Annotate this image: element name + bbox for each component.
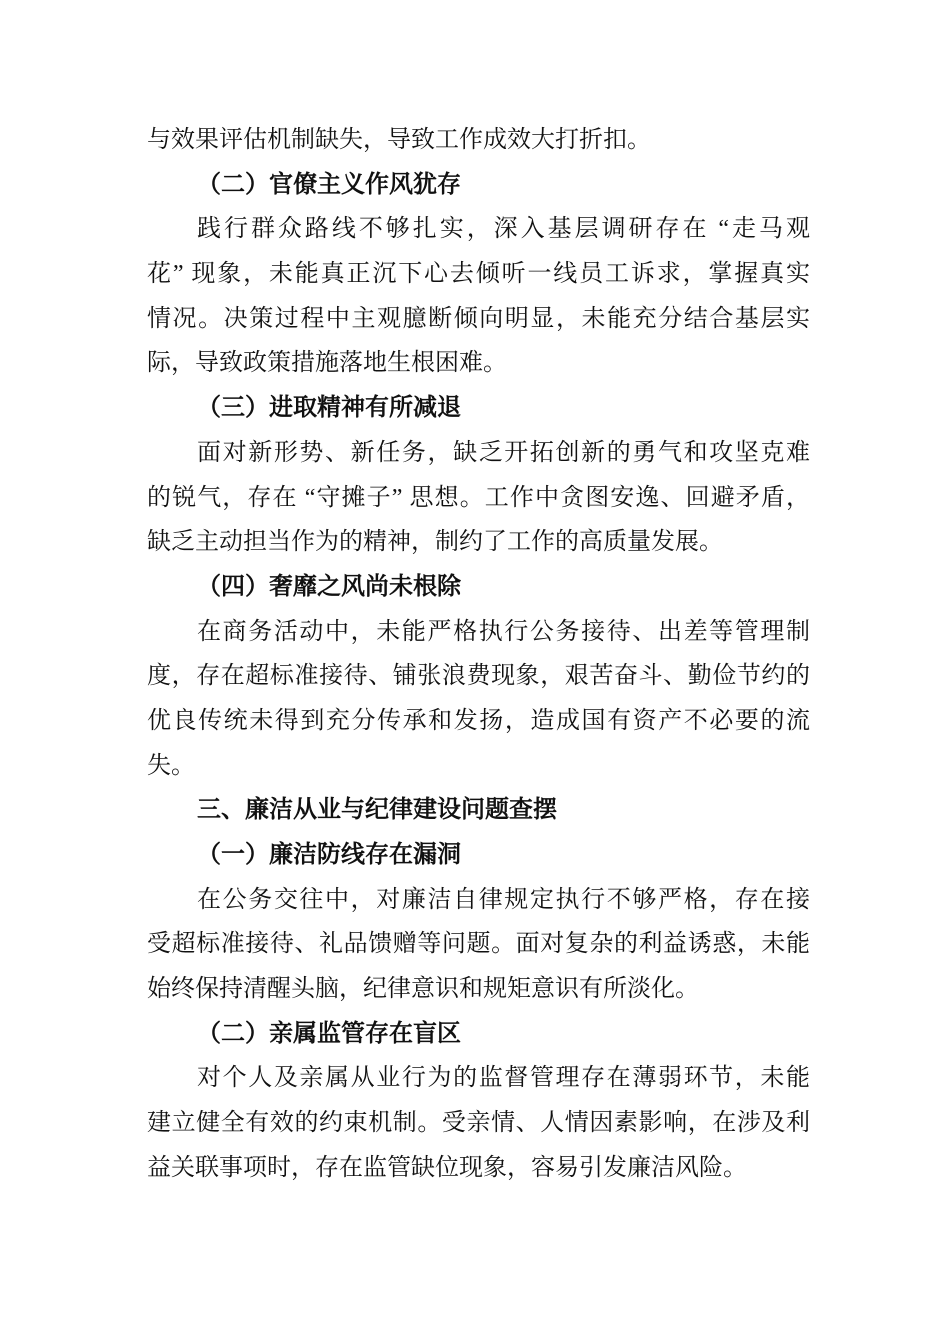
text-line: 情况。决策过程中主观臆断倾向明显，未能充分结合基层实: [147, 305, 810, 332]
document-body: [147, 118, 810, 1191]
text-line: 的锐气，存在 “守摊子” 思想。工作中贪图安逸、回避矛盾，: [147, 484, 810, 511]
section-heading: （三）进取精神有所减退: [197, 395, 461, 422]
text-line: 建立健全有效的约束机制。受亲情、人情因素影响，在涉及利: [147, 1110, 810, 1137]
text-line: 花” 现象，未能真正沉下心去倾听一线员工诉求，掌握真实: [147, 261, 810, 288]
text-line: 优良传统未得到充分传承和发扬，造成国有资产不必要的流: [147, 707, 810, 734]
text-line: 与效果评估机制缺失，导致工作成效大打折扣。: [147, 127, 651, 153]
section-heading: （一）廉洁防线存在漏洞: [197, 842, 461, 868]
section-heading: （四）奢靡之风尚未根除: [197, 573, 461, 600]
text-line: 受超标准接待、礼品馈赠等问题。面对复杂的利益诱惑，未能: [147, 931, 810, 958]
section-heading: （二）亲属监管存在盲区: [197, 1020, 461, 1047]
section-heading: 三、廉洁从业与纪律建设问题查摆: [197, 797, 557, 824]
text-line: 际，导致政策措施落地生根困难。: [147, 350, 507, 377]
text-line: 度，存在超标准接待、铺张浪费现象，艰苦奋斗、勤俭节约的: [147, 663, 810, 690]
text-line: 对个人及亲属从业行为的监督管理存在薄弱环节，未能: [197, 1065, 810, 1092]
text-line: 面对新形势、新任务，缺乏开拓创新的勇气和攻坚克难: [197, 439, 810, 466]
text-line: 益关联事项时，存在监管缺位现象，容易引发廉洁风险。: [147, 1154, 747, 1181]
text-line: 践行群众路线不够扎实，深入基层调研存在 “走马观: [197, 216, 810, 243]
text-line: 缺乏主动担当作为的精神，制约了工作的高质量发展。: [147, 529, 723, 556]
text-line: 始终保持清醒头脑，纪律意识和规矩意识有所淡化。: [147, 976, 699, 1003]
text-line: 在商务活动中，未能严格执行公务接待、出差等管理制: [197, 618, 810, 645]
section-heading: （二）官僚主义作风犹存: [197, 171, 461, 198]
text-line: 在公务交往中，对廉洁自律规定执行不够严格，存在接: [197, 886, 810, 913]
text-line: 失。: [147, 752, 195, 779]
